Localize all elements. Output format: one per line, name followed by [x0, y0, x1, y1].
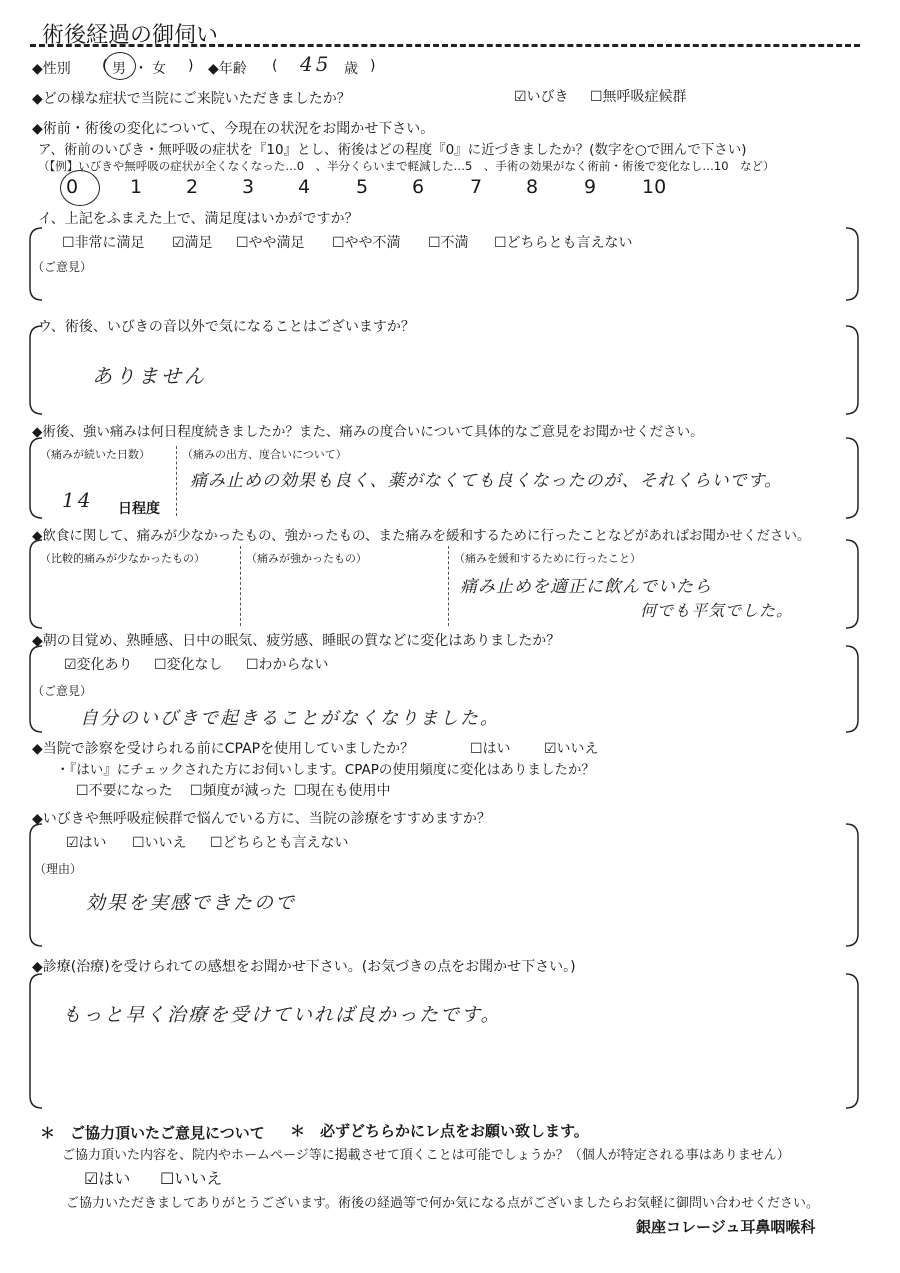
scale-number-0[interactable]: 0 — [66, 176, 79, 198]
satisfaction-option-neither[interactable]: ☐どちらとも言えない — [494, 235, 633, 251]
symptom-question: ◆どの様な症状で当院にご来院いただきましたか？ — [32, 91, 351, 107]
change-sub-a: ア、術前のいびき・無呼吸の症状を『10』とし、術後はどの程度『0』に近づきましたか？(数字を○で囲んで下さい) — [38, 142, 747, 158]
gender-close: ) — [188, 58, 194, 74]
scale-number-6[interactable]: 6 — [412, 176, 425, 198]
footer-note-2: ＊ 必ずどちらかにレ点をお願い致します。 — [290, 1122, 589, 1140]
gender-open: ( — [102, 58, 108, 74]
pain-question: ◆術後、強い痛みは何日程度続きましたか？また、痛みの度合いについて具体的なご意見をお聞かせください。 — [32, 424, 704, 440]
impression-question: ◆診療(治療)を受けられての感想をお聞かせ下さい。(お気づきの点をお聞かせ下さい。) — [32, 959, 576, 975]
scale-number-3[interactable]: 3 — [242, 176, 255, 198]
recommend-option-neither[interactable]: ☐どちらとも言えない — [210, 835, 349, 851]
satisfaction-comment-label: （ご意見） — [32, 260, 93, 274]
pain-days-value: 14 — [62, 488, 94, 512]
food-col2-label: （痛みが強かったもの） — [246, 552, 367, 565]
satisfaction-question: イ、上記をふまえた上で、満足度はいかがですか？ — [38, 211, 359, 227]
pain-degree-answer: 痛み止めの効果も良く、薬がなくても良くなったのが、それくらいです。 — [190, 471, 783, 491]
sleep-option-no-change[interactable]: ☐変化なし — [154, 657, 223, 673]
footer-note-1: ＊ ご協力頂いたご意見について — [40, 1124, 265, 1142]
other-question: ウ、術後、いびきの音以外で気になることはございますか？ — [38, 319, 415, 335]
footer-option-yes[interactable]: ☑はい — [84, 1169, 131, 1188]
footer-thanks: ご協力いただきましてありがとうございます。術後の経過等で何か気になる点がございましたらお気軽に御問い合わせください。 — [66, 1196, 819, 1211]
recommend-question: ◆いびきや無呼吸症候群で悩んでいる方に、当院の診療をすすめますか？ — [32, 811, 491, 827]
pain-degree-label: （痛みの出方、度合いについて） — [182, 448, 347, 461]
gender-dot: ・ — [134, 61, 148, 77]
pain-days-unit: 日程度 — [118, 501, 160, 517]
scale-number-4[interactable]: 4 — [298, 176, 311, 198]
sleep-option-changed[interactable]: ☑変化あり — [64, 657, 133, 673]
impression-answer: もっと早く治療を受けていれば良かったです。 — [62, 1004, 502, 1026]
change-question: ◆術前・術後の変化について、今現在の状況をお聞かせ下さい。 — [32, 121, 435, 137]
satisfaction-option-very-satisfied[interactable]: ☐非常に満足 — [62, 235, 145, 251]
scale-number-8[interactable]: 8 — [526, 176, 539, 198]
food-col3-label: （痛みを緩和するために行ったこと） — [454, 552, 641, 565]
recommend-answer: 効果を実感できたので — [86, 892, 297, 914]
scale-number-10[interactable]: 10 — [642, 176, 667, 198]
pain-divider — [176, 446, 177, 516]
change-example: （【例】いびきや無呼吸の症状が全くなくなった…0 、半分くらいまで軽減した…5 、手術の効果がなく術前・術後で変化なし…10 など） — [38, 159, 775, 173]
scale-number-7[interactable]: 7 — [470, 176, 483, 198]
pain-days-label: （痛みが続いた日数） — [40, 448, 150, 461]
gender-label: ◆性別 — [32, 61, 71, 77]
age-close: ) — [370, 58, 376, 74]
sleep-answer: 自分のいびきで起きることがなくなりました。 — [80, 708, 500, 729]
food-divider-1 — [240, 546, 241, 626]
gender-female: 女 — [152, 61, 166, 77]
cpap-option-no[interactable]: ☑いいえ — [544, 741, 599, 757]
cpap-sub-question: ・『はい』にチェックされた方にお伺いします。CPAPの使用頻度に変化はありましたか？ — [56, 762, 595, 778]
scale-selected-circle — [60, 170, 100, 206]
age-label: ◆年齢 — [208, 61, 247, 77]
satisfaction-option-somewhat-satisfied[interactable]: ☐やや満足 — [236, 235, 305, 251]
page-title: 術後経過の御伺い — [42, 23, 219, 48]
other-answer: ありません — [92, 364, 207, 388]
food-col1-label: （比較的痛みが少なかったもの） — [40, 552, 205, 565]
food-col3-answer-2: 何でも平気でした。 — [640, 601, 794, 620]
age-unit: 歳 — [344, 61, 358, 77]
cpap-sub-option-still-using[interactable]: ☐現在も使用中 — [294, 783, 391, 799]
recommend-option-yes[interactable]: ☑はい — [66, 835, 107, 851]
sleep-option-unknown[interactable]: ☐わからない — [246, 657, 329, 673]
footer-question: ご協力頂いた内容を、院内やホームページ等に掲載させて頂くことは可能でしょうか？（個人が特定される事はありません） — [62, 1148, 790, 1163]
food-divider-2 — [448, 546, 449, 626]
recommend-option-no[interactable]: ☐いいえ — [132, 835, 187, 851]
food-col3-answer-1: 痛み止めを適正に飲んでいたら — [460, 577, 712, 597]
footer-option-no[interactable]: ☐いいえ — [160, 1169, 223, 1188]
title-underline — [30, 44, 860, 47]
sleep-comment-label: （ご意見） — [32, 684, 93, 698]
cpap-sub-option-reduced[interactable]: ☐頻度が減った — [190, 783, 287, 799]
gender-male-circle — [104, 52, 136, 80]
cpap-question: ◆当院で診察を受けられる前にCPAPを使用していましたか？ — [32, 741, 415, 757]
satisfaction-option-unsatisfied[interactable]: ☐不満 — [428, 235, 469, 251]
satisfaction-option-satisfied[interactable]: ☑満足 — [172, 235, 213, 251]
clinic-name: 銀座コレージュ耳鼻咽喉科 — [636, 1218, 816, 1236]
scale-number-2[interactable]: 2 — [186, 176, 199, 198]
scale-number-9[interactable]: 9 — [584, 176, 597, 198]
scale-number-5[interactable]: 5 — [356, 176, 369, 198]
age-value: 45 — [300, 52, 332, 76]
recommend-reason-label: （理由） — [34, 862, 83, 876]
cpap-sub-option-unnecessary[interactable]: ☐不要になった — [76, 783, 173, 799]
impression-box — [28, 972, 860, 1110]
symptom-option-apnea[interactable]: ☐無呼吸症候群 — [590, 89, 687, 105]
sleep-question: ◆朝の目覚め、熟睡感、日中の眠気、疲労感、睡眠の質などに変化はありましたか？ — [32, 633, 561, 649]
cpap-option-yes[interactable]: ☐はい — [470, 741, 511, 757]
satisfaction-option-somewhat-unsatisfied[interactable]: ☐やや不満 — [332, 235, 401, 251]
symptom-option-snoring[interactable]: ☑いびき — [514, 89, 569, 105]
food-question: ◆飲食に関して、痛みが少なかったもの、強かったもの、また痛みを緩和するために行ったことなどがあればお聞かせください。 — [32, 528, 811, 544]
scale-number-1[interactable]: 1 — [130, 176, 143, 198]
gender-male: 男 — [112, 61, 126, 77]
age-open: ( — [272, 58, 278, 74]
